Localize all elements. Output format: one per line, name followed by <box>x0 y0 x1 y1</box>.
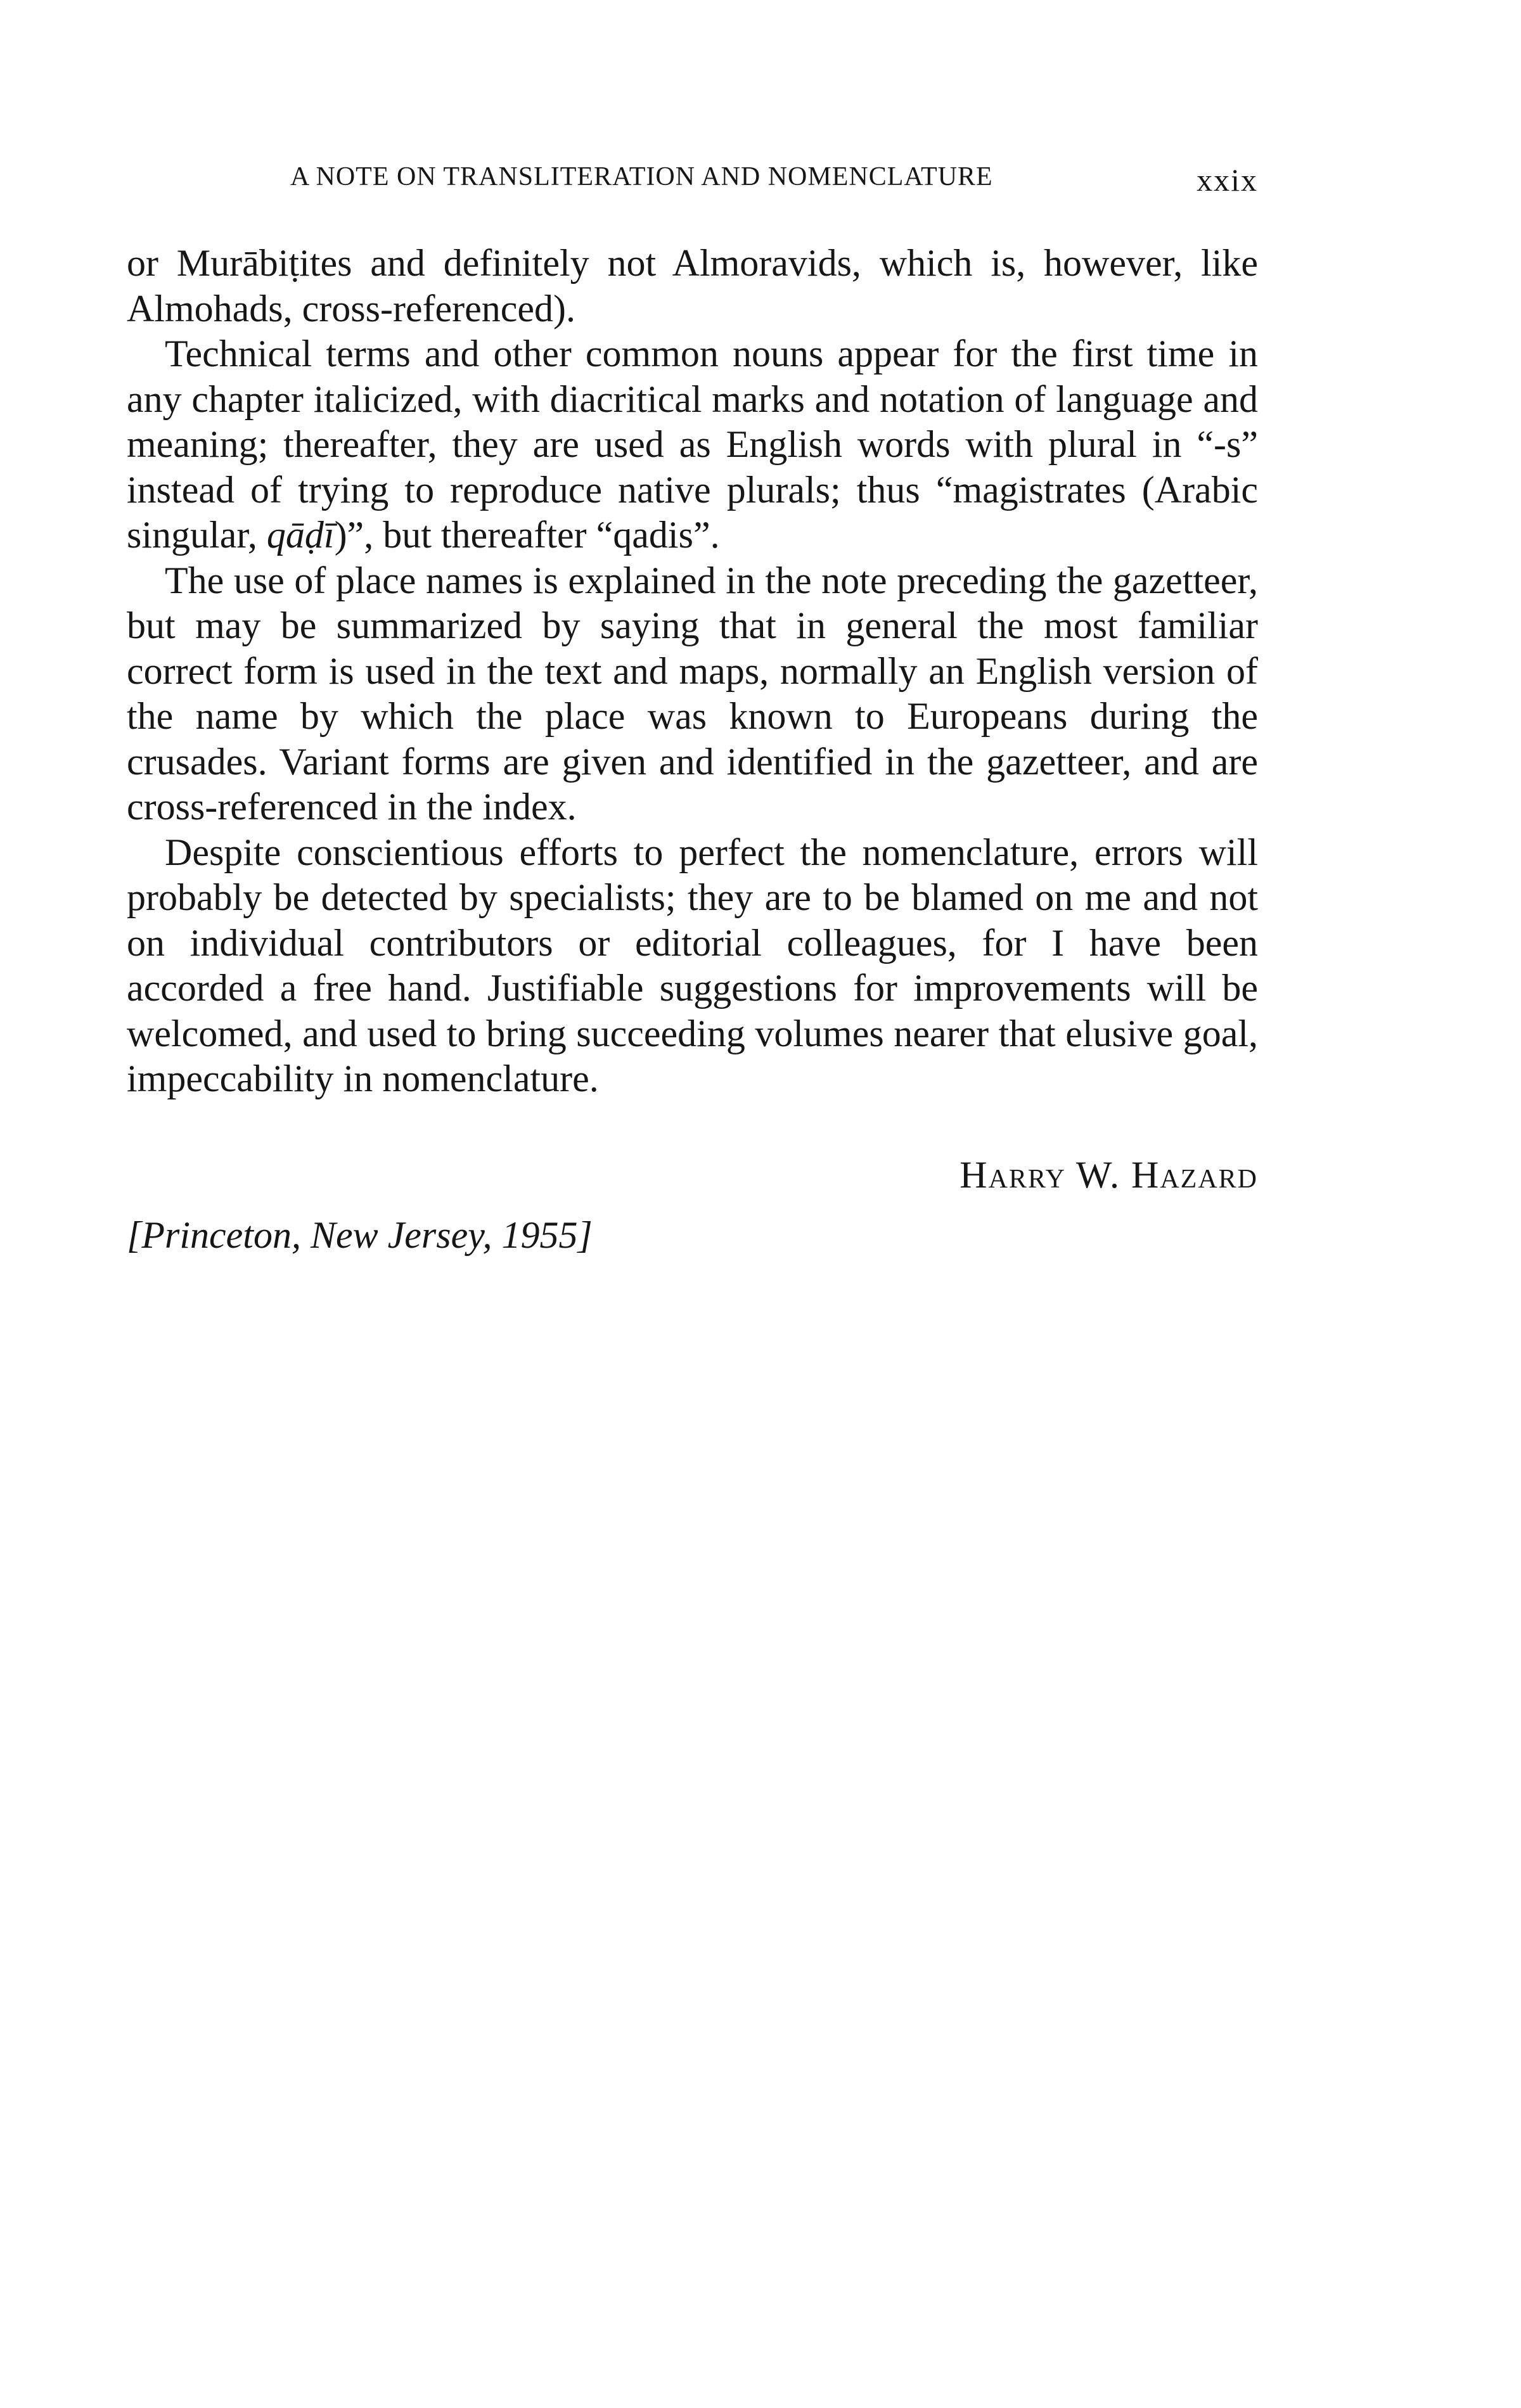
paragraph-technical-terms-text: Technical terms and other common nouns appear for the first time in any chapter italicized, with diacritical marks and notation of language and meaning; thereafter, they are used as English words with plural in “-s” instead of trying to reproduce native plurals; thus “magistrates (Arabic singular, <box>127 333 1258 556</box>
paragraph-errors: Despite conscientious efforts to perfect the nomenclature, errors will probably be detected by specialists; they are to be blamed on me and not on individual contributors or editorial colleagues, for I have been accorded a free hand. Justifiable suggestions for improvements will be welcomed, and used to bring succeeding volumes nearer that elusive goal, impeccability in nomenclature. <box>127 831 1258 1099</box>
italic-term-qadi: qāḍī <box>266 514 335 556</box>
paragraph-place-names: The use of place names is explained in the note preceding the gazetteer, but may be summarized by saying that in general the most familiar correct form is used in the text and maps, normally an English version of the name by which the place was known to Europeans during the crusades. Variant forms are given and identified in the gazetteer, and are cross-referenced in the index. <box>127 559 1258 828</box>
running-head <box>127 162 1258 206</box>
author-signature: Harry W. Hazard <box>959 1154 1258 1196</box>
paragraph-technical-terms-tail: )”, but thereafter “qadis”. <box>334 514 720 556</box>
page-number: xxix <box>1197 162 1258 198</box>
paragraph-technical-terms <box>127 331 1258 558</box>
running-title: A NOTE ON TRANSLITERATION AND NOMENCLATURE <box>290 162 993 191</box>
body-text <box>127 241 1258 1102</box>
paragraph-continued: or Murābiṭites and definitely not Almoravids, which is, however, like Almohads, cross-referenced). <box>127 242 1258 330</box>
dateline: [Princeton, New Jersey, 1955] <box>127 1214 593 1256</box>
